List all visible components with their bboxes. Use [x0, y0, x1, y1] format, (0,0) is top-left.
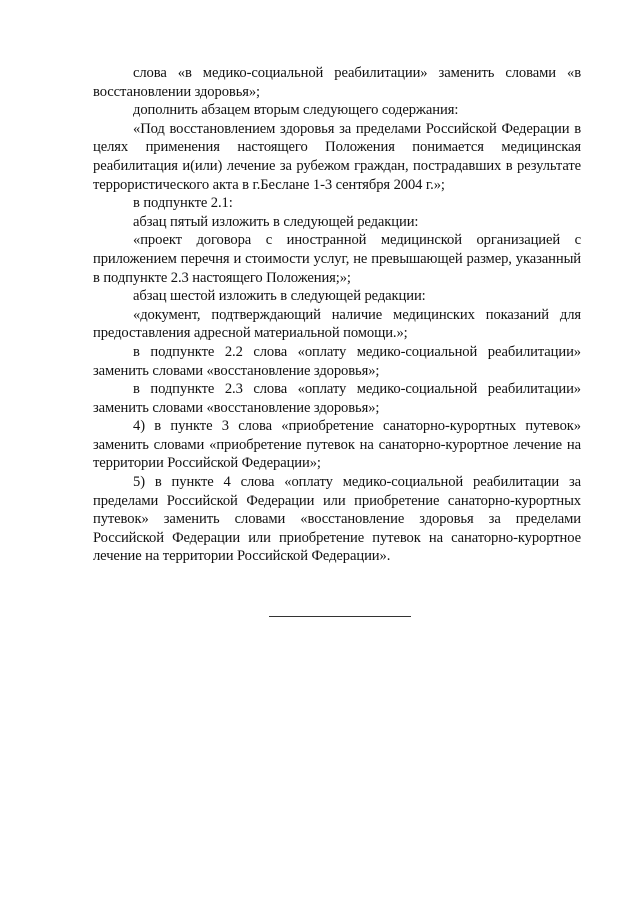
paragraph-10: в подпункте 2.3 слова «оплату медико-социальной реабилитации» заменить словами «восстановление здоровья»;: [93, 381, 581, 416]
paragraph-1: слова «в медико-социальной реабилитации» заменить словами «в восстановлении здоровья»;: [93, 65, 581, 100]
document-body: [93, 64, 581, 566]
paragraph-12: 5) в пункте 4 слова «оплату медико-социальной реабилитации за пределами Российской Федерации или приобретение санаторно-курортных путевок» заменить словами «восстановление здоровья за пределами Российской Федерации или приобретение путевок на санаторно-курортное лечение на территории Российской Федерации».: [93, 474, 581, 565]
paragraph-2: дополнить абзацем вторым следующего содержания:: [133, 102, 459, 119]
paragraph-4: в подпункте 2.1:: [133, 195, 233, 212]
paragraph-6: «проект договора с иностранной медицинской организацией с приложением перечня и стоимости услуг, не превышающей размер, указанный в подпункте 2.3 настоящего Положения;»;: [93, 232, 581, 286]
paragraph-8: «документ, подтверждающий наличие медицинских показаний для предоставления адресной материальной помощи.»;: [93, 306, 581, 342]
paragraph-9: в подпункте 2.2 слова «оплату медико-социальной реабилитации» заменить словами «восстановление здоровья»;: [93, 343, 581, 379]
paragraph-5: абзац пятый изложить в следующей редакции:: [133, 213, 419, 230]
paragraph-7: абзац шестой изложить в следующей редакции:: [133, 288, 426, 305]
paragraph-3: «Под восстановлением здоровья за пределами Российской Федерации в целях применения настоящего Положения понимается медицинская реабилитация и(или) лечение за рубежом граждан, пострадавших в результате террористического акта в г.Беслане 1-3 сентября 2004 г.»;: [93, 120, 581, 193]
end-of-document-rule: [269, 616, 411, 617]
paragraph-11: 4) в пункте 3 слова «приобретение санаторно-курортных путевок» заменить словами «приобретение путевок на санаторно-курортное лечение на территории Российской Федерации»;: [93, 418, 581, 472]
